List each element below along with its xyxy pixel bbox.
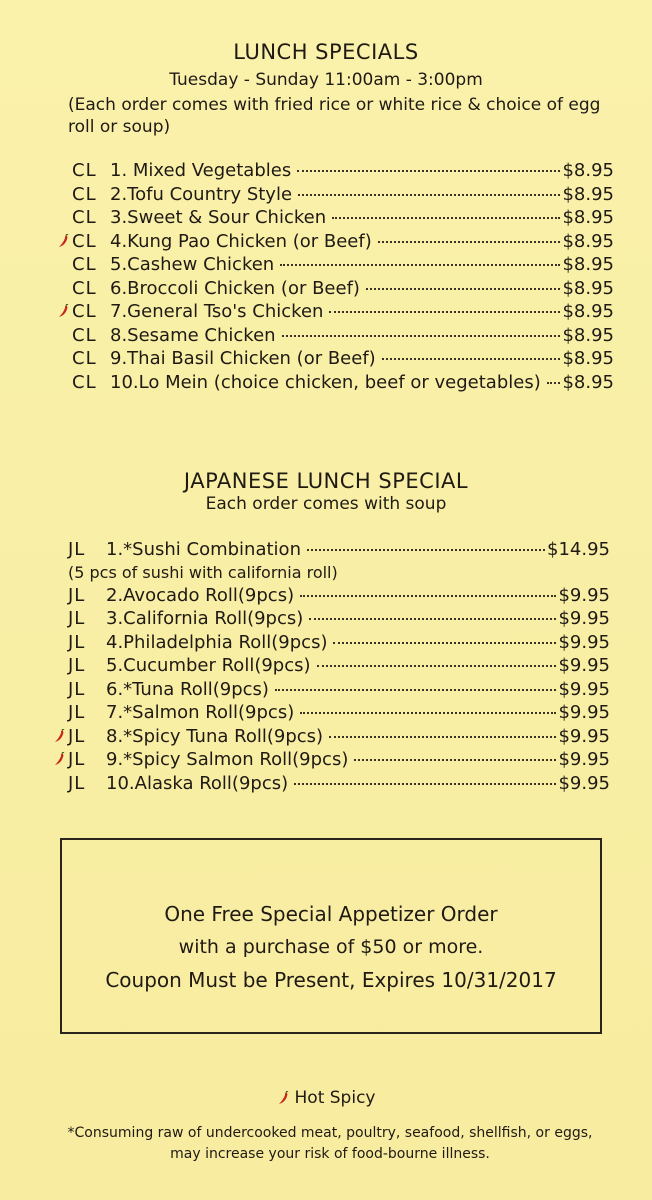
item-code: JL	[68, 539, 86, 560]
item-code: JL	[68, 678, 86, 700]
item-price: $8.95	[562, 324, 614, 346]
leader-dots	[366, 288, 561, 290]
menu-item	[68, 749, 610, 773]
menu-item	[72, 254, 614, 278]
item-code: CL	[72, 301, 97, 322]
legend-label: Hot Spicy	[294, 1088, 376, 1108]
japanese-lunch-title: JAPANESE LUNCH SPECIAL	[183, 469, 469, 493]
menu-item	[68, 608, 610, 632]
item-name: 6.*Tuna Roll(9pcs)	[106, 678, 269, 700]
item-code: JL	[68, 584, 86, 606]
leader-dots	[332, 217, 560, 219]
leader-dots	[354, 759, 556, 761]
leader-dots	[294, 783, 556, 785]
item-price: $8.95	[562, 348, 614, 369]
coupon-box	[60, 838, 602, 1034]
item-code: CL	[72, 254, 97, 275]
coupon-offer: One Free Special Appetizer Order	[164, 902, 498, 926]
menu-item	[68, 539, 610, 563]
item-code: CL	[72, 324, 97, 346]
japanese-menu-list	[68, 539, 610, 796]
item-name: 7.General Tso's Chicken	[110, 301, 324, 322]
item-name: 8.Sesame Chicken	[110, 324, 276, 346]
leader-dots	[382, 358, 561, 360]
item-code: JL	[68, 655, 86, 676]
leader-dots	[282, 335, 561, 337]
item-name: 8.*Spicy Tuna Roll(9pcs)	[106, 725, 324, 747]
menu-item	[68, 632, 610, 656]
item-price: $9.95	[558, 725, 610, 747]
coupon-condition: with a purchase of $50 or more.	[178, 936, 484, 958]
item-price: $9.95	[558, 678, 610, 700]
disclaimer-line-1: *Consuming raw of undercooked meat, poultry, seafood, shellfish, or eggs,	[67, 1125, 593, 1141]
leader-dots	[329, 736, 556, 738]
item-price: $9.95	[558, 702, 610, 723]
item-subnote: (5 pcs of sushi with california roll)	[68, 562, 338, 582]
chili-pepper-icon	[57, 234, 71, 248]
menu-item	[72, 348, 614, 372]
item-code: CL	[72, 183, 97, 205]
menu-item	[68, 726, 610, 750]
menu-item	[72, 231, 614, 255]
item-code: JL	[68, 772, 86, 794]
menu-item	[68, 773, 610, 797]
item-code: CL	[72, 230, 97, 252]
item-code: CL	[72, 348, 97, 369]
item-code: JL	[68, 608, 86, 629]
food-safety-disclaimer	[40, 1123, 620, 1165]
item-name: 3.California Roll(9pcs)	[106, 608, 304, 629]
menu-item	[72, 325, 614, 349]
leader-dots	[307, 549, 545, 551]
item-name: 2.Avocado Roll(9pcs)	[106, 584, 295, 606]
item-name: 2.Tofu Country Style	[110, 183, 293, 205]
menu-item	[72, 278, 614, 302]
lunch-hours: Tuesday - Sunday 11:00am - 3:00pm	[169, 70, 483, 90]
item-price: $8.95	[562, 230, 614, 252]
item-price: $8.95	[562, 371, 614, 393]
leader-dots	[547, 382, 561, 384]
item-name: 7.*Salmon Roll(9pcs)	[106, 702, 295, 723]
disclaimer-line-2: may increase your risk of food-bourne illness.	[170, 1146, 490, 1162]
spicy-legend	[0, 1088, 652, 1108]
leader-dots	[317, 665, 557, 667]
leader-dots	[329, 311, 560, 313]
item-price: $8.95	[562, 183, 614, 205]
item-name: 5.Cashew Chicken	[110, 254, 275, 275]
leader-dots	[280, 264, 560, 266]
item-code: JL	[68, 749, 86, 770]
item-code: JL	[68, 702, 86, 723]
item-code: CL	[72, 371, 97, 393]
item-code: JL	[68, 725, 86, 747]
item-price: $9.95	[558, 772, 610, 794]
item-name: 9.Thai Basil Chicken (or Beef)	[110, 348, 376, 369]
leader-dots	[275, 689, 557, 691]
item-code: CL	[72, 277, 97, 299]
item-price: $8.95	[562, 301, 614, 322]
item-name: 9.*Spicy Salmon Roll(9pcs)	[106, 749, 349, 770]
item-code: CL	[72, 207, 97, 228]
leader-dots	[333, 642, 556, 644]
item-name: 10.Lo Mein (choice chicken, beef or vegetables)	[110, 371, 541, 393]
item-price: $8.95	[562, 160, 614, 181]
lunch-specials-title: LUNCH SPECIALS	[233, 40, 419, 64]
item-price: $14.95	[547, 539, 610, 560]
menu-item	[68, 655, 610, 679]
item-name: 1.*Sushi Combination	[106, 539, 301, 560]
japanese-lunch-subtitle: Each order comes with soup	[205, 494, 447, 514]
item-name: 6.Broccoli Chicken (or Beef)	[110, 277, 360, 299]
item-name: 10.Alaska Roll(9pcs)	[106, 772, 289, 794]
item-price: $8.95	[562, 277, 614, 299]
leader-dots	[300, 595, 556, 597]
item-name: 5.Cucumber Roll(9pcs)	[106, 655, 311, 676]
lunch-note: (Each order comes with fried rice or white rice & choice of egg roll or soup)	[68, 95, 601, 137]
menu-item	[68, 702, 610, 726]
leader-dots	[309, 618, 556, 620]
leader-dots	[297, 170, 560, 172]
menu-item	[72, 184, 614, 208]
item-price: $9.95	[558, 655, 610, 676]
chili-pepper-icon	[53, 729, 67, 743]
menu-item	[72, 160, 614, 184]
menu-item	[68, 679, 610, 703]
leader-dots	[378, 241, 561, 243]
menu-item	[68, 585, 610, 609]
item-price: $9.95	[558, 749, 610, 770]
item-name: 4.Kung Pao Chicken (or Beef)	[110, 230, 372, 252]
item-price: $8.95	[562, 207, 614, 228]
item-code: JL	[68, 631, 86, 653]
item-code: CL	[72, 160, 97, 181]
chili-pepper-icon	[53, 752, 67, 766]
coupon-expiry: Coupon Must be Present, Expires 10/31/2017	[105, 968, 557, 992]
item-price: $9.95	[558, 584, 610, 606]
item-price: $9.95	[558, 608, 610, 629]
item-name: 3.Sweet & Sour Chicken	[110, 207, 327, 228]
chili-pepper-icon	[57, 304, 71, 318]
menu-item	[72, 372, 614, 396]
item-price: $8.95	[562, 254, 614, 275]
leader-dots	[300, 712, 556, 714]
lunch-menu-list	[72, 160, 614, 395]
menu-item	[72, 301, 614, 325]
menu-item	[72, 207, 614, 231]
item-price: $9.95	[558, 631, 610, 653]
chili-pepper-icon	[277, 1091, 291, 1105]
item-name: 4.Philadelphia Roll(9pcs)	[106, 631, 328, 653]
item-name: 1. Mixed Vegetables	[110, 160, 292, 181]
leader-dots	[298, 194, 560, 196]
